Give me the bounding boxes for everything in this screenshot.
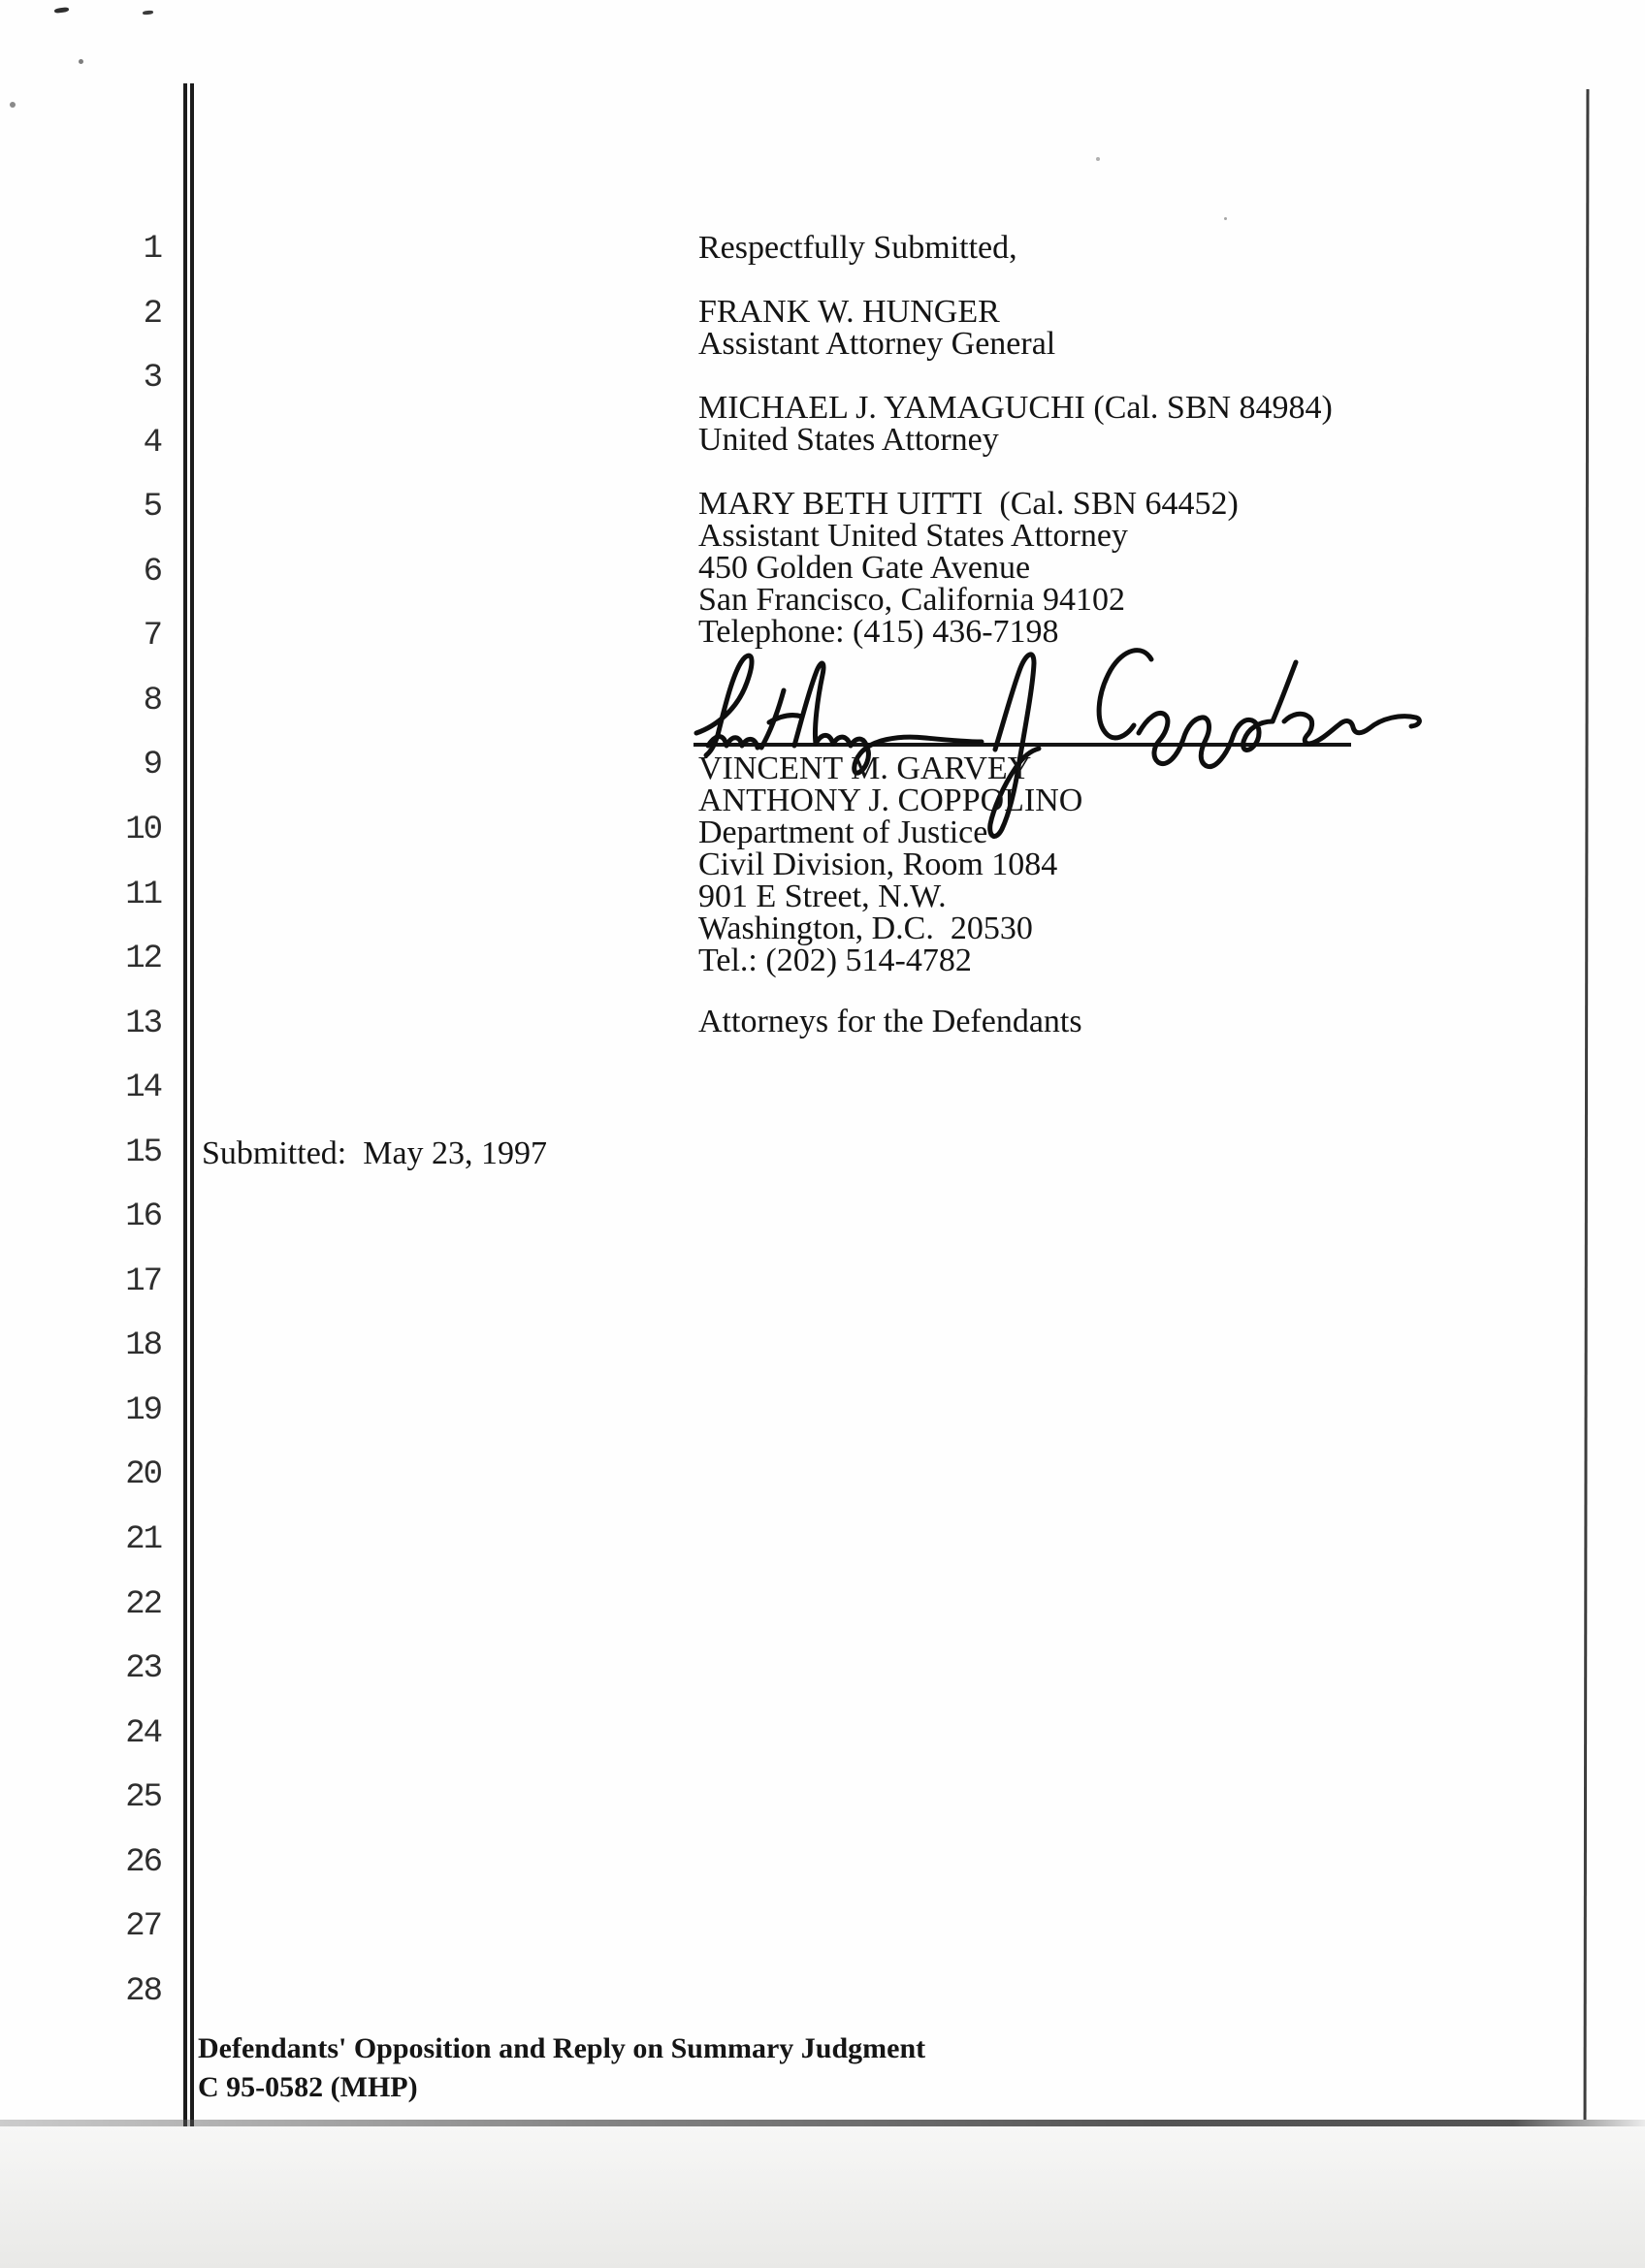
attorney-name: VINCENT M. GARVEY	[698, 751, 1032, 786]
attorneys-for-line: Attorneys for the Defendants	[698, 1004, 1082, 1039]
attorney-org-line: Civil Division, Room 1084	[698, 847, 1058, 882]
footer-case-number: C 95-0582 (MHP)	[198, 2071, 418, 2103]
pleading-line-number: 19	[125, 1391, 161, 1429]
closing-line: Respectfully Submitted,	[698, 230, 1017, 266]
attorney-title: United States Attorney	[698, 422, 999, 458]
pleading-line-number: 17	[125, 1262, 161, 1300]
pleading-line-number: 24	[125, 1714, 161, 1752]
attorney-name: MARY BETH UITTI (Cal. SBN 64452)	[698, 486, 1239, 522]
attorney-name: ANTHONY J. COPPOLINO	[698, 783, 1083, 818]
scan-speck	[79, 59, 83, 64]
pleading-line-number: 9	[143, 747, 161, 784]
scan-background	[0, 2126, 1645, 2268]
pleading-line-number: 1	[143, 231, 161, 268]
pleading-line-number: 5	[143, 489, 161, 527]
pleading-line-number: 18	[125, 1327, 161, 1365]
pleading-line-number: 23	[125, 1650, 161, 1688]
pleading-line-number: 4	[143, 424, 161, 462]
pleading-line-number: 8	[143, 682, 161, 719]
attorney-title: Assistant Attorney General	[698, 326, 1056, 362]
attorney-name: MICHAEL J. YAMAGUCHI (Cal. SBN 84984)	[698, 390, 1333, 426]
pleading-line-number: 3	[143, 360, 161, 398]
attorney-address-line: 901 E Street, N.W.	[698, 878, 947, 914]
scan-page-bottom-edge	[0, 2120, 1645, 2126]
pleading-line-number: 11	[125, 876, 161, 913]
attorney-address-line: 450 Golden Gate Avenue	[698, 550, 1031, 586]
attorney-phone-line: Tel.: (202) 514-4782	[698, 942, 972, 978]
attorney-address-line: Washington, D.C. 20530	[698, 910, 1033, 946]
submitted-date-line: Submitted: May 23, 1997	[202, 1135, 548, 1171]
pleading-left-double-rule	[190, 83, 194, 2129]
pleading-line-number: 10	[125, 811, 161, 848]
pleading-line-number: 13	[125, 1005, 161, 1042]
pleading-line-number: 20	[125, 1456, 161, 1494]
pleading-line-number: 21	[125, 1521, 161, 1558]
pleading-line-number: 16	[125, 1198, 161, 1236]
scan-speck	[10, 102, 16, 108]
attorney-title: Assistant United States Attorney	[698, 518, 1128, 554]
pleading-line-number: 27	[125, 1908, 161, 1946]
pleading-line-number: 6	[143, 553, 161, 591]
pleading-line-number: 28	[125, 1972, 161, 2010]
attorney-phone-line: Telephone: (415) 436-7198	[698, 614, 1059, 650]
scan-speck	[1224, 217, 1227, 220]
pleading-line-number: 7	[143, 618, 161, 655]
pleading-line-number: 15	[125, 1134, 161, 1171]
pleading-left-double-rule	[183, 83, 187, 2129]
footer-document-title: Defendants' Opposition and Reply on Summary Judgment	[198, 2032, 926, 2064]
pleading-line-number: 22	[125, 1585, 161, 1623]
scan-speck	[54, 7, 70, 14]
pleading-line-number: 2	[143, 295, 161, 333]
pleading-right-rule	[1584, 89, 1590, 2120]
scan-speck	[1096, 157, 1100, 161]
pleading-line-number: 14	[125, 1070, 161, 1107]
pleading-line-number: 12	[125, 941, 161, 978]
attorney-name: FRANK W. HUNGER	[698, 294, 1000, 330]
attorney-org-line: Department of Justice	[698, 815, 988, 850]
attorney-address-line: San Francisco, California 94102	[698, 582, 1126, 618]
pleading-line-number: 25	[125, 1779, 161, 1817]
scan-speck	[143, 10, 153, 15]
pleading-line-number: 26	[125, 1843, 161, 1881]
